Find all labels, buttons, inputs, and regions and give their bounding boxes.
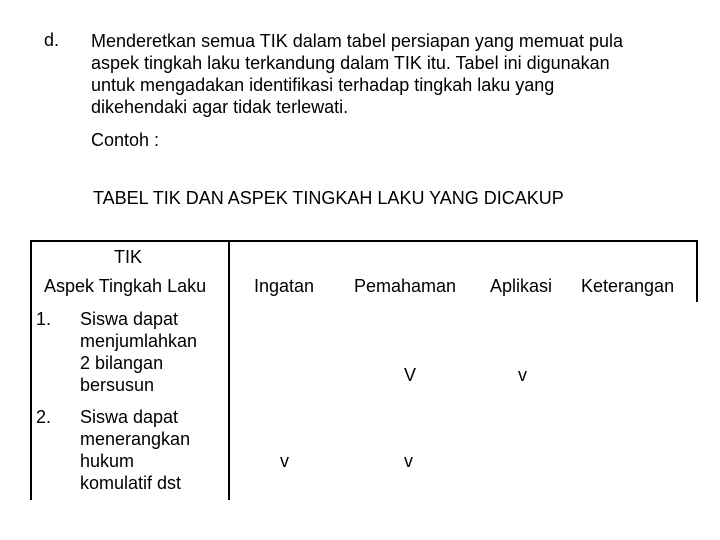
tik-line: Siswa dapat	[80, 407, 179, 427]
header-aspek-tingkah-laku: Aspek Tingkah Laku	[44, 276, 207, 296]
column-divider	[228, 240, 230, 500]
tik-line: 2 bilangan	[80, 353, 164, 373]
paragraph-line: dikehendaki agar tidak terlewati.	[91, 97, 349, 117]
aplikasi-mark: v	[518, 365, 527, 385]
tik-line: menerangkan	[80, 429, 191, 449]
pemahaman-mark: V	[404, 365, 417, 385]
tik-line: komulatif dst	[80, 473, 182, 493]
row-number: 2.	[36, 407, 52, 427]
tik-line: menjumlahkan	[80, 331, 198, 351]
header-ingatan: Ingatan	[254, 276, 315, 296]
tik-aspect-table	[30, 240, 698, 500]
header-pemahaman: Pemahaman	[354, 276, 457, 296]
row-number: 1.	[36, 309, 52, 329]
example-label: Contoh :	[91, 130, 160, 150]
tik-line: Siswa dapat	[80, 309, 179, 329]
table-title: TABEL TIK DAN ASPEK TINGKAH LAKU YANG DICAKUP	[93, 188, 564, 208]
pemahaman-mark: v	[404, 451, 413, 471]
table-right-border	[696, 240, 698, 302]
header-tik: TIK	[114, 247, 143, 267]
paragraph-line: untuk mengadakan identifikasi terhadap tingkah laku yang	[91, 75, 555, 95]
table-left-border	[30, 240, 32, 500]
tik-text	[80, 308, 197, 396]
tik-line: hukum	[80, 451, 135, 471]
intro-paragraph	[91, 30, 701, 118]
paragraph-line: Menderetkan semua TIK dalam tabel persiapan yang memuat pula	[91, 31, 623, 51]
ingatan-mark: v	[280, 451, 289, 471]
header-aplikasi: Aplikasi	[490, 276, 553, 296]
table-top-border	[30, 240, 698, 242]
header-keterangan: Keterangan	[581, 276, 675, 296]
tik-line: bersusun	[80, 375, 155, 395]
list-marker: d.	[44, 30, 60, 50]
tik-text	[80, 406, 190, 494]
paragraph-line: aspek tingkah laku terkandung dalam TIK itu. Tabel ini digunakan	[91, 53, 610, 73]
